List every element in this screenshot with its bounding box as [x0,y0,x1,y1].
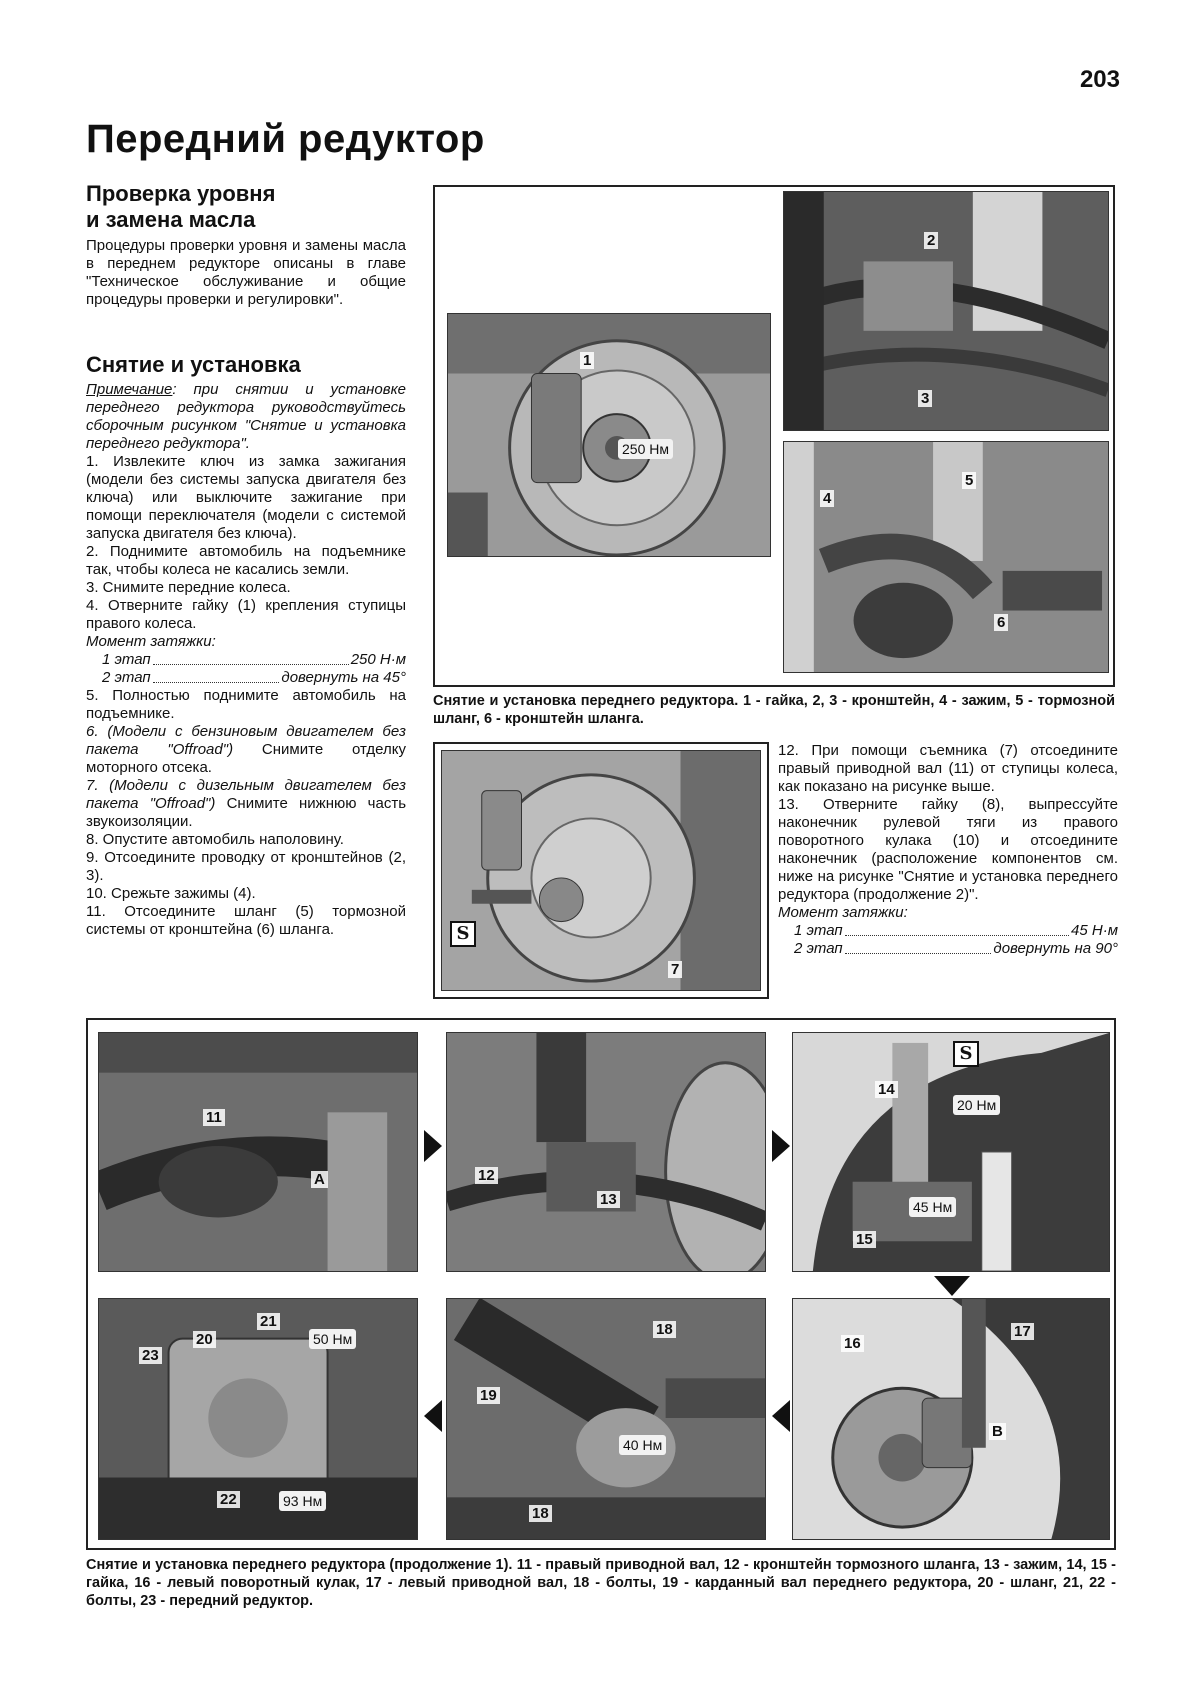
arrow-right-icon [424,1130,442,1162]
special-tool-icon: S [953,1041,979,1067]
section1-heading: Проверка уровня и замена масла [86,181,276,232]
page-number: 203 [1079,66,1120,93]
figure-1-caption: Снятие и установка переднего редуктора. 1 - гайка, 2, 3 - кронштейн, 4 - зажим, 5 - тормозной шланг, 6 - кронштейн шланга. [433,693,1115,727]
callout-12: 12 [475,1167,498,1184]
figure-2-caption: Снятие и установка переднего редуктора (продолжение 1). 11 - правый приводной вал, 12 - кронштейн тормозного шланга, 13 - зажим, 14, 15 - гайка, 16 - левый поворотный кулак, 17 - левый приводной вал, 18 - болты, 19 - карданный вал переднего редуктора, 20 - шланг, 21, 22 - болты, 23 - передний редуктор. [86,1557,1116,1609]
torque-label-1: Момент затяжки: [86,633,216,650]
step-13: 13. Отверните гайку (8), выпрессуйте наконечник рулевой тяги из правого поворотного кулака (10) и отсоедините наконечник (расположение компонентов см. ниже на рисунке "Снятие и установка переднего редуктора (продолжение 2)". [778,796,1118,903]
photo-puller [441,750,761,991]
torque-label-2: Момент затяжки: [778,904,908,921]
arrow-left-icon [424,1400,442,1432]
torque-label: 93 Нм [279,1491,326,1511]
torque-row: 2 этап довернуть на 45° [102,669,406,686]
callout-16: 16 [841,1335,864,1352]
photo-panel-5 [446,1298,766,1540]
step-9: 9. Отсоедините проводку от кронштейнов (2, 3). [86,849,406,884]
arrow-right-icon [772,1130,790,1162]
photo-panel-4 [792,1298,1110,1540]
torque-label: 45 Нм [909,1197,956,1217]
step-5: 5. Полностью поднимите автомобиль на подъемнике. [86,687,406,722]
step-12: 12. При помощи съемника (7) отсоедините правый приводной вал (11) от ступицы колеса, как показано на рисунке выше. [778,742,1118,795]
torque-table-2 [794,922,1118,958]
callout-15: 15 [853,1231,876,1248]
photo-panel-2 [446,1032,766,1272]
step-4: 4. Отверните гайку (1) крепления ступицы правого колеса. [86,597,406,632]
arrow-down-icon [934,1276,970,1296]
photo-wheel-hub [447,313,771,557]
callout-11: 11 [203,1109,225,1126]
callout-5: 5 [962,472,976,489]
torque-label: 40 Нм [619,1435,666,1455]
photo-panel-3 [792,1032,1110,1272]
figure-1 [433,185,1115,687]
section1-text: Процедуры проверки уровня и замены масла в переднем редукторе описаны в главе "Техническое обслуживание и общие процедуры проверки и регулировки". [86,237,406,308]
callout-4: 4 [820,490,834,507]
step-10: 10. Срежьте зажимы (4). [86,885,256,902]
callout-17: 17 [1011,1323,1034,1340]
step-6: 6. (Модели с бензиновым двигателем без пакета "Offroad") Снимите отделку моторного отсека. [86,723,406,776]
step-2: 2. Поднимите автомобиль на подъемнике так, чтобы колеса не касались земли. [86,543,406,578]
callout-19: 19 [477,1387,500,1404]
callout-14: 14 [875,1081,898,1098]
arrow-left-icon [772,1400,790,1432]
torque-label: 250 Нм [618,439,673,459]
torque-label: 20 Нм [953,1095,1000,1115]
callout-21: 21 [257,1313,280,1330]
right-column-text [778,742,1118,958]
torque-row: 1 этап 45 Н·м [794,922,1118,939]
callout-18: 18 [653,1321,676,1338]
photo-panel-1 [98,1032,418,1272]
photo-brake-hose [783,441,1109,673]
callout-1: 1 [580,352,594,369]
figure-puller [433,742,769,999]
callout-13: 13 [597,1191,620,1208]
step-1: 1. Извлеките ключ из замка зажигания (модели без системы запуска двигателя без ключа) или выключите зажигание при помощи переключателя (модели с системой запуска двигателя без ключа). [86,453,406,542]
step-8: 8. Опустите автомобиль наполовину. [86,831,344,848]
note: Примечание: при снятии и установке переднего редуктора руководствуйтесь сборочным рисунком "Снятие и установка переднего редуктора". [86,381,406,452]
torque-row: 1 этап 250 Н·м [102,651,406,668]
callout-23: 23 [139,1347,162,1364]
step-3: 3. Снимите передние колеса. [86,579,291,596]
page-title: Передний редуктор [86,117,485,161]
torque-label: 50 Нм [309,1329,356,1349]
special-tool-icon: S [450,921,476,947]
section2-heading: Снятие и установка [86,352,301,377]
step-7: 7. (Модели с дизельным двигателем без пакета "Offroad") Снимите нижнюю часть звукоизоляции. [86,777,407,830]
photo-wiring-brackets [783,191,1109,431]
callout-B: B [989,1423,1006,1440]
section2-text [86,381,406,939]
callout-A: A [311,1171,328,1188]
photo-panel-6 [98,1298,418,1540]
callout-7: 7 [668,961,682,978]
figure-2 [86,1018,1116,1550]
torque-row: 2 этап довернуть на 90° [794,940,1118,957]
callout-2: 2 [924,232,938,249]
callout-20: 20 [193,1331,216,1348]
step-11: 11. Отсоедините шланг (5) тормозной системы от кронштейна (6) шланга. [86,903,406,938]
callout-6: 6 [994,614,1008,631]
callout-3: 3 [918,390,932,407]
callout-22: 22 [217,1491,240,1508]
callout-18: 18 [529,1505,552,1522]
torque-table-1 [102,651,406,687]
